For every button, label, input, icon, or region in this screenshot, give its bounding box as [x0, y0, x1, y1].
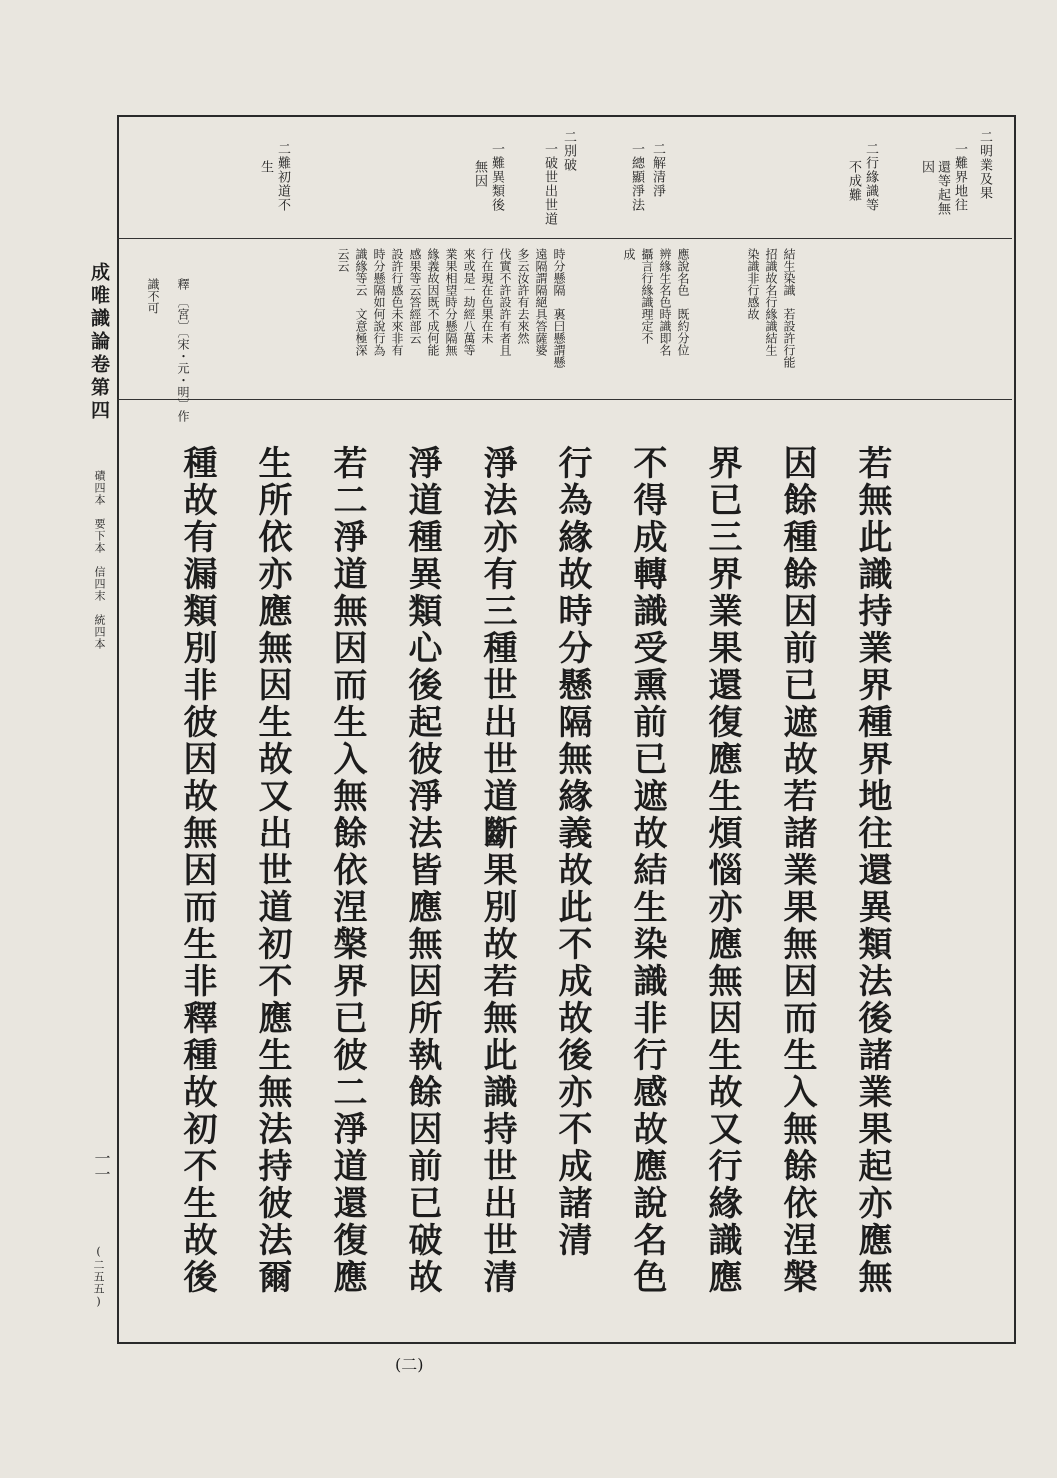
- commentary-line: 業果相望時分懸隔無: [444, 248, 458, 356]
- edition-references: 磧四本 要下本 信四末 統四本: [93, 470, 106, 650]
- main-text-column: 若二淨道無因而生入無餘依涅槃界已彼二淨道還復應: [327, 445, 367, 1296]
- outline-line: 一難界地往: [952, 142, 967, 212]
- outline-line: 生: [258, 160, 273, 174]
- commentary-line: 辨緣生名色時識即名: [658, 248, 672, 356]
- outline-line: 二解清淨: [650, 142, 665, 198]
- main-text-column: 種故有漏類別非彼因故無因而生非釋種故初不生故後: [177, 445, 217, 1296]
- commentary-line: 招識故名行緣識結生: [764, 248, 778, 356]
- commentary-line: 行在現在色果在未: [480, 248, 494, 344]
- outline-line: 二別破: [561, 130, 576, 172]
- main-text-column: 因餘種餘因前已遮故若諸業果無因而生入無餘依涅槃: [777, 445, 817, 1296]
- main-text-column: 淨道種異類心後起彼淨法皆應無因所執餘因前已破故: [402, 445, 442, 1296]
- main-text-column: 淨法亦有三種世出世道斷果別故若無此識持世出世清: [477, 445, 517, 1296]
- main-text-column: 界已三界業果還復應生煩惱亦應無因生故又行緣識應: [702, 445, 742, 1296]
- commentary-divider: [117, 399, 1012, 400]
- outline-line: 二行緣識等: [863, 142, 878, 212]
- commentary-line: 緣義故因既不成何能: [426, 248, 440, 356]
- outline-line: 二難初道不: [275, 142, 290, 212]
- book-title: 成唯識論卷第四: [88, 262, 110, 423]
- commentary-line: 應說名色 既約分位: [676, 248, 690, 356]
- commentary-line: 云云: [336, 248, 350, 272]
- commentary-line: 多云汝許有去來然: [516, 248, 530, 344]
- commentary-line: 識緣等云 文意極深: [354, 248, 368, 356]
- main-text-column: 不得成轉識受熏前已遮故結生染識非行感故應說名色: [627, 445, 667, 1296]
- outline-line: 一破世出世道: [542, 142, 557, 226]
- outline-line: 二明業及果: [977, 130, 992, 200]
- outline-line: 一總顯淨法: [629, 142, 644, 212]
- commentary-line: 伐實不許設許有者且: [498, 248, 512, 356]
- commentary-line: 成: [622, 248, 636, 260]
- main-text-column: 行為緣故時分懸隔無緣義故此不成故後亦不成諸清: [552, 445, 592, 1259]
- commentary-line: 結生染識 若設許行能: [782, 248, 796, 368]
- commentary-line: 遠隔謂隔絕具答薩婆: [534, 248, 548, 356]
- outline-line: 還等起無: [935, 160, 950, 216]
- commentary-line: 染識非行感故: [746, 248, 760, 320]
- bottom-page-number: (二): [395, 1355, 424, 1374]
- commentary-line: 時分懸隔如何說行為: [372, 248, 386, 356]
- page-number: 一一: [92, 1150, 111, 1182]
- outline-line: 因: [919, 160, 934, 174]
- commentary-line: 識不可: [146, 278, 160, 314]
- outline-line: 無因: [472, 160, 487, 188]
- page-number-outer: (二五五): [92, 1245, 105, 1309]
- commentary-line: 時分懸隔 裏曰懸謂懸: [552, 248, 566, 368]
- outline-line: 不成難: [846, 160, 861, 202]
- commentary-line: 攝言行緣識理定不: [640, 248, 654, 344]
- commentary-line: 釋 〔宮〕〔宋・元・明〕作: [176, 278, 190, 422]
- commentary-line: 設許行感色未來非有: [390, 248, 404, 356]
- main-text-column: 若無此識持業界種界地往還異類法後諸業果起亦應無: [852, 445, 892, 1296]
- commentary-line: 感果等云答經部云: [408, 248, 422, 344]
- outline-line: 一難異類後: [489, 142, 504, 212]
- main-text-column: 生所依亦應無因生故又出世道初不應生無法持彼法爾: [252, 445, 292, 1296]
- commentary-line: 來或是一劫經八萬等: [462, 248, 476, 356]
- outline-divider: [117, 238, 1012, 239]
